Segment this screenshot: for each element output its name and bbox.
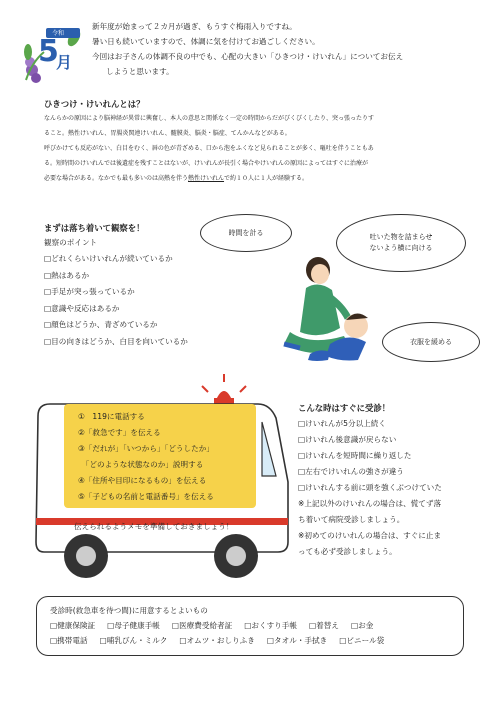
consult-title: こんな時はすぐに受診！ [298,403,391,413]
body-line-last [44,173,374,184]
section-body-what [44,113,374,184]
prepare-row-1 [50,619,373,632]
body-line: 呼びかけても反応がない、白目をむく、唇の色が青ざめる、口から泡をふくなど見られることが多く、嘔吐を伴うこともあ [44,145,374,152]
consult-note: ち着いて病院受診しましょう。 [298,515,405,524]
prepare-item: □携帯電話 [50,636,88,645]
prepare-item: □オムツ・おしりふき [179,636,255,645]
bubble-time [200,214,292,252]
observe-subtitle: 観察のポイント [44,238,98,247]
body-line: なんらかの原因により脳神経が異常に興奮し、本人の意思と関係なく一定の時間からだがびくびくしたり、突っ張ったりす [44,115,375,122]
observe-item: □目の向きはどうか、白目を向いているか [44,336,188,346]
consult-list [298,417,442,558]
step-item: 「どのような状態なのか」説明する [78,460,204,469]
prepare-item: □健康保険証 [50,621,96,630]
bubble-time-text: 時間を計る [228,228,264,237]
badge-month-number: 5 [38,34,59,69]
prepare-title: 受診時(救急車を待つ間)に用意するとよいもの [50,606,208,615]
observe-item: □手足が突っ張っているか [44,287,135,296]
caregiver-child-illustration [270,248,380,378]
prepare-item: □ビニール袋 [339,636,385,645]
observe-list [44,252,188,348]
consult-item: □けいれんを短時間に繰り返した [298,451,412,460]
prepare-item: □着替え [309,621,339,630]
badge-ribbon: 令和 [52,30,65,37]
step-item: ⑤「子どもの名前と電話番号」を伝える [78,492,214,501]
bubble-clothes-text: 衣服を緩める [410,337,452,346]
intro-line: 今回はお子さんの体調不良の中でも、心配の大きい「ひきつけ・けいれん」についてお伝え [92,52,404,61]
body-text: で約１０人に１人が経験する。 [224,175,309,182]
bubble-vomit-text: 吐いた物を詰まらせ ないよう横に向ける [369,233,433,252]
consult-item: □けいれん後意識が戻らない [298,435,397,444]
observe-item: □熱はあるか [44,270,90,280]
underlined-term: 熱性けいれん [188,175,225,182]
badge-month-char: 月 [56,53,73,72]
prepare-item: □哺乳びん・ミルク [99,636,168,645]
body-line: る。短時間のけいれんでは後遺症を残すことはないが、けいれんが長引く場合やけいれんの原因によってはすぐに治療が [44,160,369,167]
consult-note: っても必ず受診しましょう。 [298,547,397,556]
memo-note: 伝えられるようメモを準備しておきましょう！ [74,522,234,531]
intro-line: 暑い日も続いていますので、体調に気を付けてお過ごしください。 [92,37,320,46]
step-item: ① 119に電話する [78,412,145,421]
prepare-item: □母子健康手帳 [107,621,160,630]
bubble-clothes [382,322,480,362]
consult-note: ※上記以外のけいれんの場合は、慌てず落 [298,499,442,508]
consult-item: □けいれんが5分以上続く [298,419,386,428]
observe-item: □どれくらいけいれんが続いているか [44,254,173,263]
body-text: 必要な場合がある。なかでも最も多いのは高熱を伴う [44,175,189,182]
observe-title: まずは落ち着いて観察を！ [44,223,145,233]
intro-text [92,20,403,78]
prepare-item: □おくすり手帳 [244,621,297,630]
consult-item: □けいれんする前に頭を強くぶつけていた [298,483,442,492]
intro-line: 新年度が始まって２カ月が過ぎ、もうすぐ梅雨入りですね。 [92,22,297,31]
consult-item: □左右でけいれんの強さが違う [298,467,404,476]
body-line: ること。熱性けいれん、胃腸炎関連けいれん、髄膜炎、脳炎・脳症、てんかんなどがある。 [44,130,291,137]
prepare-item: □タオル・手拭き [266,636,328,645]
intro-line: しようと思います。 [106,67,174,76]
prepare-item: □お金 [350,621,374,630]
prepare-row-2 [50,634,384,647]
prepare-item: □医療費受給者証 [171,621,233,630]
bubble-vomit [336,214,466,272]
step-item: ②「救急です」を伝える [78,428,161,437]
section-title-what: ひきつけ・けいれんとは？ [44,99,145,109]
step-item: ③「だれが」「いつから」「どうしたか」 [78,444,214,453]
emergency-steps [78,410,214,503]
consult-note: ※初めてのけいれんの場合は、すぐに止ま [298,531,442,540]
step-item: ④「住所や目印になるもの」を伝える [78,476,207,485]
observe-item: □顔色はどうか、青ざめているか [44,320,158,329]
month-badge [22,22,84,84]
observe-item: □意識や反応はあるか [44,303,120,313]
